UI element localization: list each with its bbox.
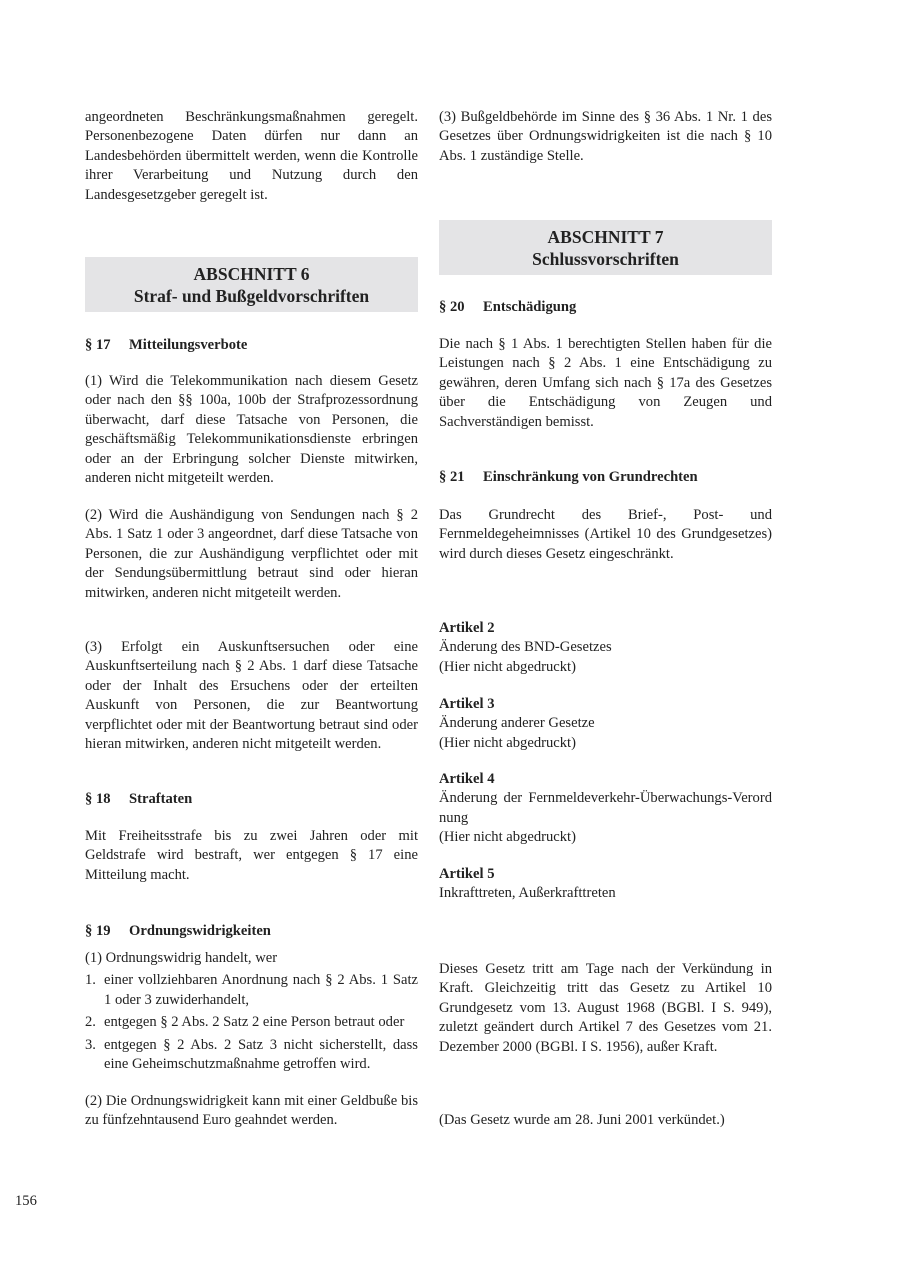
article-5: Artikel 5 Inkrafttreten, Außerkrafttreten — [439, 866, 616, 902]
p18-text: Mit Freiheitsstrafe bis zu zwei Jahren oder mit Geldstrafe wird bestraft, wer entgegen § 17 eine Mitteilung macht. — [85, 828, 418, 883]
paragraph-17-heading: § 17 Mitteilungsverbote — [85, 337, 248, 353]
p19-body: (1) Ordnungswidrig handelt, wer 1. einer vollziehbaren Anordnung nach § 2 Abs. 1 Satz 1 oder 3 zuwiderhandelt, 2. entgegen § 2 Abs. 2 Satz 2 eine Person betraut oder 3. entgegen § 2 Abs. 2 Satz 3 nicht sicherstellt, dass eine Geheimschutzmaßnahme getroffen wird. — [85, 949, 418, 1077]
section-title: ABSCHNITT 6 — [193, 264, 310, 284]
article-3: Artikel 3 Änderung anderer Gesetze (Hier nicht abgedruckt) — [439, 696, 595, 751]
section-subtitle: Schlussvorschriften — [532, 249, 679, 269]
p20-text: Die nach § 1 Abs. 1 berechtigten Stellen haben für die Leistungen nach § 2 Abs. 1 eine Entschädigung zu gewähren, deren Umfang sich nach § 17a des Gesetzes über die Entschädigung von Zeugen und Sachverständigen bemisst. — [439, 336, 772, 430]
article-4: Artikel 4 Änderung der Fernmeldeverkehr-Überwachungs-Verordnung (Hier nicht abgedruckt) — [439, 771, 772, 846]
p19-list — [85, 971, 418, 1074]
final-provision: Dieses Gesetz tritt am Tage nach der Verkündung in Kraft. Gleichzeitig tritt das Gesetz zu Artikel 10 Grundgesetz vom 13. August 1968 (BGBl. I S. 949), zuletzt geändert durch Artikel 7 des Gesetzes vom 21. Dezember 2000 (BGBl. I S. 1956), außer Kraft. — [439, 961, 772, 1055]
intro-paragraph-right: (3) Bußgeldbehörde im Sinne des § 36 Abs. 1 Nr. 1 des Gesetzes über Ordnungswidrigkeiten ist die nach § 10 Abs. 1 zuständige Stelle. — [439, 109, 772, 164]
section-6-header — [85, 257, 418, 312]
p17-para-1: (1) Wird die Telekommunikation nach diesem Gesetz oder nach den §§ 100a, 100b der Strafprozessordnung überwacht, darf diese Tatsache von Personen, die geschäftsmäßig Telekommunikationsdienste erbringen oder an der Erbringung solcher Dienste mitwirken, anderen nicht mitgeteilt werden. — [85, 373, 418, 487]
paragraph-18-heading: § 18 Straftaten — [85, 791, 193, 807]
paragraph-19-heading: § 19 Ordnungswidrigkeiten — [85, 923, 271, 939]
p17-para-3: (3) Erfolgt ein Auskunftsersuchen oder eine Auskunftserteilung nach § 2 Abs. 1 darf diese Tatsache oder der Inhalt des Ersuchens oder der erteilten Auskunft von Personen, die zur Beantwortung verpflichtet oder mit der Beantwortung betraut sind oder hieran mitwirken, anderen nicht mitgeteilt werden. — [85, 639, 418, 753]
list-item: 3. entgegen § 2 Abs. 2 Satz 3 nicht sicherstellt, dass eine Geheimschutzmaßnahme getroffen wird. — [85, 1036, 418, 1073]
section-7-header — [439, 220, 772, 275]
section-title: ABSCHNITT 7 — [547, 227, 664, 247]
intro-paragraph-left: angeordneten Beschränkungsmaßnahmen geregelt. Personenbezogene Daten dürfen nur dann an Landesbehörden übermittelt werden, wenn die Kontrolle ihrer Verarbeitung und Nutzung durch den Landesgesetzgeber geregelt ist. — [85, 109, 418, 203]
article-2: Artikel 2 Änderung des BND-Gesetzes (Hier nicht abgedruckt) — [439, 620, 612, 675]
page-number: 156 — [15, 1193, 37, 1209]
paragraph-21-heading: § 21 Einschränkung von Grundrechten — [439, 469, 698, 485]
paragraph-20-heading: § 20 Entschädigung — [439, 299, 577, 315]
promulgation-note: (Das Gesetz wurde am 28. Juni 2001 verkündet.) — [439, 1112, 725, 1128]
list-item: 2. entgegen § 2 Abs. 2 Satz 2 eine Person betraut oder — [85, 1014, 405, 1031]
p19-para-2: (2) Die Ordnungswidrigkeit kann mit einer Geldbuße bis zu fünfzehntausend Euro geahndet werden. — [85, 1093, 418, 1129]
section-subtitle: Straf- und Bußgeldvorschriften — [133, 286, 370, 306]
p21-text: Das Grundrecht des Brief-, Post- und Fernmeldegeheimnisses (Artikel 10 des Grundgesetzes) wird durch dieses Gesetz eingeschränkt. — [439, 507, 772, 562]
p17-para-2: (2) Wird die Aushändigung von Sendungen nach § 2 Abs. 1 Satz 1 oder 3 angeordnet, darf diese Tatsache von Personen, die zur Aushändigung verpflichtet oder mit der Sendungsübermittlung betraut sind oder hieran mitwirken, anderen nicht mitgeteilt werden. — [85, 507, 418, 601]
list-item: 1. einer vollziehbaren Anordnung nach § 2 Abs. 1 Satz 1 oder 3 zuwiderhandelt, — [85, 972, 418, 1008]
